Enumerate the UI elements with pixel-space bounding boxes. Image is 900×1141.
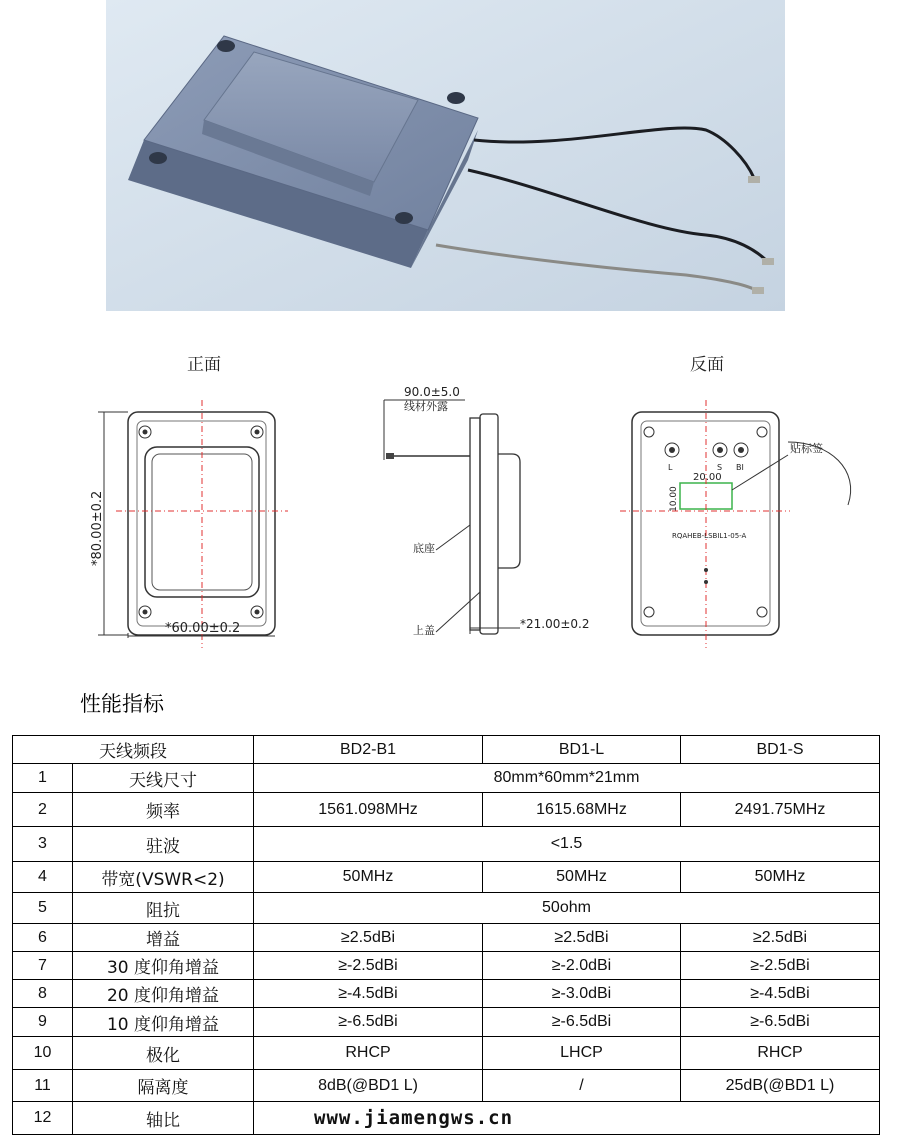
row-value: 50MHz [483, 862, 681, 893]
row-value: ≥-6.5dBi [681, 1008, 880, 1037]
row-value: ≥-2.5dBi [681, 952, 880, 980]
table-row [13, 1070, 880, 1102]
row-merged-value: <1.5 [254, 827, 880, 862]
connector-bi-label: BI [736, 463, 744, 472]
row-value: 2491.75MHz [681, 793, 880, 827]
row-parameter: 轴比 [73, 1102, 254, 1135]
front-width-dimension: *60.00±0.2 [165, 621, 241, 636]
row-parameter: 天线尺寸 [73, 764, 254, 793]
row-value: 50MHz [681, 862, 880, 893]
table-row [13, 862, 880, 893]
row-number: 8 [13, 980, 73, 1008]
row-number: 7 [13, 952, 73, 980]
base-label: 底座 [413, 542, 435, 555]
thickness-dimension: *21.00±0.2 [520, 617, 590, 631]
row-number: 5 [13, 893, 73, 924]
row-parameter: 隔离度 [73, 1070, 254, 1102]
row-number: 9 [13, 1008, 73, 1037]
section-title: 性能指标 [80, 692, 164, 716]
table-row [13, 764, 880, 793]
connector-s-label: S [717, 463, 723, 472]
row-number: 2 [13, 793, 73, 827]
watermark-text: www.jiamengws.cn [254, 1102, 880, 1135]
row-parameter: 10 度仰角增益 [73, 1008, 254, 1037]
part-number-label: RQAHEB-LSBIL1-05-A [672, 532, 747, 540]
cover-label: 上盖 [413, 624, 435, 637]
row-value: 1561.098MHz [254, 793, 483, 827]
header-bd2-b1: BD2-B1 [254, 736, 483, 764]
row-merged-value: 50ohm [254, 893, 880, 924]
table-row [13, 893, 880, 924]
front-height-dimension: *80.00±0.2 [90, 490, 105, 566]
row-parameter: 驻波 [73, 827, 254, 862]
label-width-dimension: 20.00 [693, 472, 722, 483]
row-value: 8dB(@BD1 L) [254, 1070, 483, 1102]
row-value: ≥2.5dBi [254, 924, 483, 952]
row-value: ≥-4.5dBi [254, 980, 483, 1008]
front-view [90, 355, 288, 648]
row-value: ≥-6.5dBi [254, 1008, 483, 1037]
table-row [13, 924, 880, 952]
row-merged-value: 80mm*60mm*21mm [254, 764, 880, 793]
header-bd1-s: BD1-S [681, 736, 880, 764]
technical-drawings [0, 330, 900, 660]
row-number: 3 [13, 827, 73, 862]
table-row [13, 1037, 880, 1070]
front-view-title: 正面 [187, 355, 221, 375]
row-value: / [483, 1070, 681, 1102]
row-value: ≥2.5dBi [681, 924, 880, 952]
back-view-title: 反面 [690, 355, 724, 375]
row-number: 12 [13, 1102, 73, 1135]
header-bd1-l: BD1-L [483, 736, 681, 764]
table-row [13, 980, 880, 1008]
table-row [13, 827, 880, 862]
row-parameter: 频率 [73, 793, 254, 827]
row-parameter: 带宽(VSWR<2) [73, 862, 254, 893]
antenna-photo [106, 0, 785, 311]
row-value: 1615.68MHz [483, 793, 681, 827]
row-parameter: 20 度仰角增益 [73, 980, 254, 1008]
row-number: 1 [13, 764, 73, 793]
row-value: ≥-3.0dBi [483, 980, 681, 1008]
row-value: ≥-6.5dBi [483, 1008, 681, 1037]
row-value: LHCP [483, 1037, 681, 1070]
row-value: ≥-2.5dBi [254, 952, 483, 980]
row-value: 50MHz [254, 862, 483, 893]
row-value: RHCP [681, 1037, 880, 1070]
row-parameter: 30 度仰角增益 [73, 952, 254, 980]
row-parameter: 增益 [73, 924, 254, 952]
table-header-row [13, 736, 880, 764]
row-number: 6 [13, 924, 73, 952]
spec-table [12, 735, 880, 1135]
row-number: 4 [13, 862, 73, 893]
header-band-label: 天线频段 [13, 736, 254, 764]
table-row [13, 1008, 880, 1037]
table-row [13, 793, 880, 827]
row-parameter: 阻抗 [73, 893, 254, 924]
row-value: ≥-2.0dBi [483, 952, 681, 980]
side-view [384, 385, 590, 637]
back-view [620, 355, 851, 648]
row-value: ≥2.5dBi [483, 924, 681, 952]
row-number: 11 [13, 1070, 73, 1102]
cable-note: 线材外露 [404, 400, 448, 413]
row-number: 10 [13, 1037, 73, 1070]
table-row [13, 952, 880, 980]
cable-length-dimension: 90.0±5.0 [404, 385, 460, 399]
row-value: ≥-4.5dBi [681, 980, 880, 1008]
connector-l-label: L [668, 463, 673, 472]
label-callout: 贴标签 [790, 442, 823, 455]
row-value: RHCP [254, 1037, 483, 1070]
table-row [13, 1102, 880, 1135]
row-value: 25dB(@BD1 L) [681, 1070, 880, 1102]
label-height-dimension: 10.00 [669, 486, 679, 512]
row-parameter: 极化 [73, 1037, 254, 1070]
